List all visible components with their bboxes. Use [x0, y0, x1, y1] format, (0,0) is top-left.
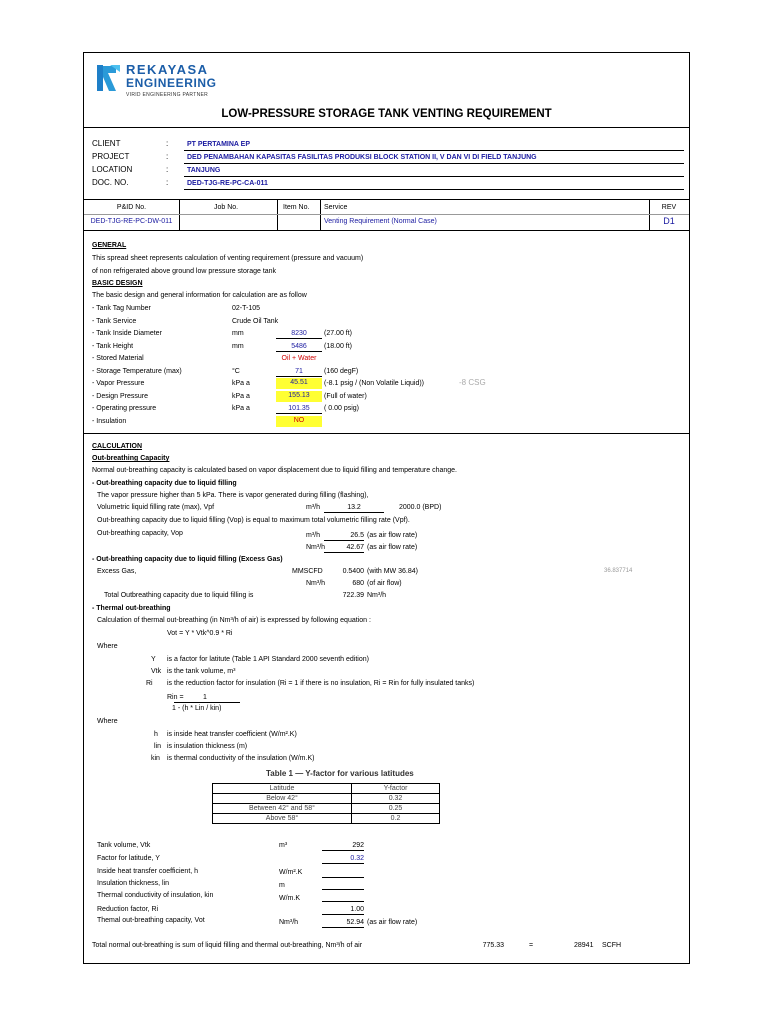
result-unit: Nm³/h — [279, 919, 299, 926]
logo-text-2: ENGINEERING — [126, 76, 217, 90]
basic-row-unit: kPa a — [232, 405, 250, 412]
result-label: Insulation thickness, lin — [97, 880, 169, 887]
total-scfh-unit: SCFH — [602, 942, 622, 949]
rin-denominator: 1 - (h * Lin / kin) — [172, 705, 222, 712]
api-cell: 0.25 — [352, 804, 440, 814]
pid-header: P&ID No. — [116, 204, 147, 211]
total-value: 775.33 — [482, 942, 504, 949]
y-symbol: Y — [151, 656, 156, 663]
result-unit: W/m.K — [279, 895, 300, 902]
docno-label: DOC. NO. — [92, 178, 129, 187]
location-value: TANJUNG — [187, 167, 221, 174]
excess-air-unit: Nm³/h — [306, 580, 326, 587]
liquid-line-4: Out-breathing capacity, Vop — [97, 530, 183, 537]
result-value: 0.32 — [322, 854, 364, 864]
result-unit: m³ — [279, 842, 288, 849]
basic-row-value: 155.13 — [276, 391, 322, 402]
project-label: PROJECT — [92, 152, 130, 161]
job-header: Job No. — [214, 204, 239, 211]
service-header: Service — [324, 204, 348, 211]
liquid-line-1: The vapor pressure higher than 5 kPa. There is vapor generated during filling (flashing), — [97, 492, 369, 499]
liquid-line-2-value: 13.2 — [324, 503, 384, 513]
excess-gas-value: 0.5400 — [342, 568, 364, 575]
basic-row-label: - Operating pressure — [92, 405, 157, 412]
general-line-1: This spread sheet represents calculation of venting requirement (pressure and vacuum) — [92, 255, 364, 262]
liquid-line-5-note: (as air flow rate) — [367, 544, 418, 551]
api-cell: Below 42° — [213, 794, 352, 804]
api-table-caption: Table 1 — Y-factor for various latitudes — [266, 769, 414, 778]
excess-air-value: 680 — [352, 580, 364, 587]
y-definition: is a factor for latitute (Table 1 API Standard 2000 seventh edition) — [167, 656, 369, 663]
basic-row-value: 45.51 — [276, 378, 322, 389]
client-label: CLIENT — [92, 139, 121, 148]
basic-intro: The basic design and general information for calculation are as follow — [92, 292, 307, 299]
client-value: PT PERTAMINA EP — [187, 141, 251, 148]
basic-row-unit: mm — [232, 343, 244, 350]
rin-label: Rin = — [167, 694, 184, 701]
liquid-line-4-note: (as air flow rate) — [367, 532, 418, 539]
location-label: LOCATION — [92, 165, 133, 174]
result-unit: m — [279, 882, 285, 889]
r-definition: is the reduction factor for insulation (Ri = 1 if there is no insulation, Ri = Rin for fully insulated tanks) — [167, 680, 475, 687]
basic-row-note: (160 degF) — [324, 368, 359, 375]
company-logo — [96, 61, 236, 105]
general-line-2: of non refrigerated above ground low pressure storage tank — [92, 268, 277, 275]
result-label: Themal out-breathing capacity, Vot — [97, 917, 205, 924]
project-value: DED PENAMBAHAN KAPASITAS FASILITAS PRODUKSI BLOCK STATION II, V DAN VI DI FIELD TANJUNG — [187, 154, 537, 161]
api-cell: 0.2 — [352, 814, 440, 824]
excess-gas-stray: 36.837714 — [604, 568, 633, 574]
h-symbol: h — [154, 731, 158, 738]
basic-row-value: 71 — [276, 367, 322, 377]
excess-gas-heading: - Out-breathing capacity due to liquid filling (Excess Gas) — [92, 556, 283, 563]
basic-row-label: - Vapor Pressure — [92, 380, 145, 387]
basic-row-label: - Tank Service — [92, 318, 137, 325]
basic-row-unit: kPa a — [232, 380, 250, 387]
liquid-line-2-note: 2000.0 (BPD) — [399, 504, 442, 511]
total-liquid-unit: Nm³/h — [367, 592, 387, 599]
basic-row-label: - Tank Height — [92, 343, 134, 350]
outbreathing-heading: Out-breathing Capacity — [92, 455, 170, 462]
excess-air-note: (of air flow) — [367, 580, 402, 587]
basic-row-unit: 02-T-105 — [232, 305, 261, 312]
basic-row-value: NO — [276, 416, 322, 427]
colon: : — [166, 165, 169, 174]
colon: : — [166, 139, 169, 148]
basic-row-value: 5486 — [276, 342, 322, 352]
pid-value: DED-TJG-RE-PC-DW-011 — [90, 218, 173, 225]
total-liquid-label: Total Outbreathing capacity due to liquid filling is — [104, 592, 254, 599]
k-symbol: kin — [151, 755, 160, 762]
total-equals: = — [529, 942, 534, 949]
v-symbol: Vtk — [151, 668, 162, 675]
total-label: Total normal out-breathing is sum of liquid filling and thermal out-breathing, Nm³/h of air — [92, 942, 363, 949]
calc-intro: Normal out-breathing capacity is calculated based on vapor displacement due to liquid filling and temperature change. — [92, 467, 457, 474]
basic-row-label: - Tank Tag Number — [92, 305, 151, 312]
reference-table — [84, 199, 689, 231]
api-cell: Between 42° and 58° — [213, 804, 352, 814]
basic-row-unit: mm — [232, 330, 244, 337]
basic-row-note: (27.00 ft) — [324, 330, 353, 337]
result-note: (as air flow rate) — [367, 919, 418, 926]
excess-gas-label: Excess Gas, — [97, 568, 137, 575]
thermal-line-1: Calculation of thermal out-breathing (in Nm³/h of air) is expressed by following equation : — [97, 617, 371, 624]
basic-row-label: - Insulation — [92, 418, 127, 425]
api-y-factor-table — [212, 783, 440, 824]
item-header: Item No. — [283, 204, 310, 211]
stray-note: -8 CSG — [459, 378, 486, 387]
basic-row-unit: kPa a — [232, 393, 250, 400]
where-label-2: Where — [97, 718, 118, 725]
basic-row-label: - Design Pressure — [92, 393, 149, 400]
excess-gas-unit: MMSCFD — [292, 568, 323, 575]
result-value: 1.00 — [322, 905, 364, 915]
total-scfh-value: 28941 — [574, 942, 594, 949]
r-symbol: Ri — [146, 680, 153, 687]
result-value: 292 — [322, 841, 364, 851]
result-value: 52.94 — [322, 918, 364, 928]
h-definition: is inside heat transfer coefficient (W/m².K) — [167, 731, 297, 738]
api-header: Y-factor — [352, 784, 440, 794]
result-label: Tank volume, Vtk — [97, 842, 151, 849]
logo-mark-icon — [96, 63, 122, 93]
result-unit: W/m².K — [279, 869, 303, 876]
excess-gas-note: (with MW 36.84) — [367, 568, 418, 575]
docno-value: DED-TJG-RE-PC-CA-011 — [187, 180, 268, 187]
basic-row-label: - Stored Material — [92, 355, 144, 362]
l-symbol: lin — [154, 743, 162, 750]
basic-row-value: 8230 — [276, 329, 322, 339]
api-header: Latitude — [213, 784, 352, 794]
colon: : — [166, 178, 169, 187]
logo-text-1: REKAYASA — [126, 62, 209, 77]
basic-row-label: - Storage Temperature (max) — [92, 368, 182, 375]
liquid-line-5-value: 42.67 — [324, 543, 364, 553]
basic-row-value: Oil + Water — [281, 355, 317, 362]
basic-row-label: - Tank Inside Diameter — [92, 330, 162, 337]
result-label: Inside heat transfer coefficient, h — [97, 868, 199, 875]
basic-row-unit: Crude Oil Tank — [232, 318, 279, 325]
api-cell: Above 58° — [213, 814, 352, 824]
basic-row-value: 101.35 — [276, 404, 322, 414]
total-liquid-value: 722.39 — [342, 592, 364, 599]
result-label: Reduction factor, Ri — [97, 906, 159, 913]
liquid-line-2-unit: m³/h — [306, 504, 320, 511]
result-label: Factor for latitude, Y — [97, 855, 160, 862]
document-title: LOW-PRESSURE STORAGE TANK VENTING REQUIREMENT — [221, 108, 552, 120]
basic-row-unit: °C — [232, 368, 240, 375]
document-page — [83, 52, 690, 964]
service-value: Venting Requirement (Normal Case) — [324, 218, 437, 225]
rev-header: REV — [661, 204, 677, 211]
basic-row-note: (Full of water) — [324, 393, 367, 400]
l-definition: is insulation thickness (m) — [167, 743, 248, 750]
colon: : — [166, 152, 169, 161]
thermal-heading: - Thermal out-breathing — [92, 605, 171, 612]
thermal-equation: Vot = Y * Vtk^0.9 * Ri — [167, 630, 233, 637]
liquid-line-2: Volumetric liquid filling rate (max), Vpf — [97, 504, 215, 511]
calc-heading: CALCULATION — [92, 443, 143, 450]
general-heading: GENERAL — [92, 242, 127, 249]
liquid-filling-heading: - Out-breathing capacity due to liquid filling — [92, 480, 237, 487]
basic-row-note: ( 0.00 psig) — [324, 405, 360, 412]
rin-numerator: 1 — [203, 694, 207, 701]
logo-tagline: VIRID ENGINEERING PARTNER — [126, 92, 209, 98]
liquid-line-3: Out-breathing capacity due to liquid filling (Vop) is equal to maximum total volumetric filling rate (Vpf). — [97, 517, 410, 524]
basic-heading: BASIC DESIGN — [92, 280, 143, 287]
result-label: Thermal conductivity of insulation, kin — [97, 892, 214, 899]
basic-row-note: (-8.1 psig / (Non Volatile Liquid)) — [324, 380, 424, 387]
v-definition: is the tank volume, m³ — [167, 668, 236, 675]
where-label: Where — [97, 643, 118, 650]
rev-value: D1 — [663, 216, 675, 226]
liquid-line-5-unit: Nm³/h — [306, 544, 326, 551]
api-cell: 0.32 — [352, 794, 440, 804]
liquid-line-4-unit: m³/h — [306, 532, 320, 539]
k-definition: is thermal conductivity of the insulation (W/m.K) — [167, 755, 315, 762]
basic-row-note: (18.00 ft) — [324, 343, 353, 350]
liquid-line-4-value: 26.5 — [324, 531, 364, 541]
